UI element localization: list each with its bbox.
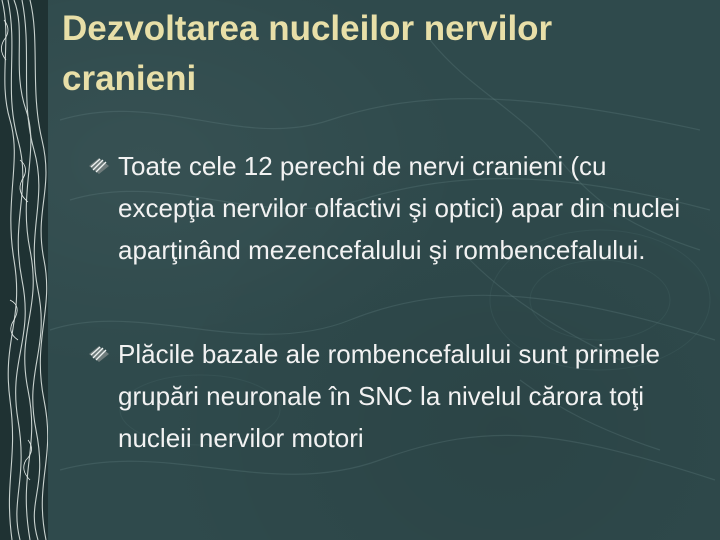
bullet-item — [88, 333, 688, 459]
bullet-text: Toate cele 12 perechi de nervi cranieni (cu excepţia nervilor olfactivi şi optici) apar din nuclei aparţinând mezencefalului şi rombencefalului. — [118, 151, 681, 265]
topographic-strip — [0, 0, 48, 540]
striped-diamond-bullet-icon — [88, 157, 110, 175]
bullet-item — [88, 145, 688, 271]
striped-diamond-bullet-icon — [88, 345, 110, 363]
bullet-text: Plăcile bazale ale rombencefalului sunt primele grupări neuronale în SNC la nivelul cărora toţi nucleii nervilor motori — [118, 339, 660, 453]
bullet-list — [88, 145, 688, 459]
slide-title: Dezvoltarea nucleilor nervilor cranieni — [62, 9, 553, 98]
